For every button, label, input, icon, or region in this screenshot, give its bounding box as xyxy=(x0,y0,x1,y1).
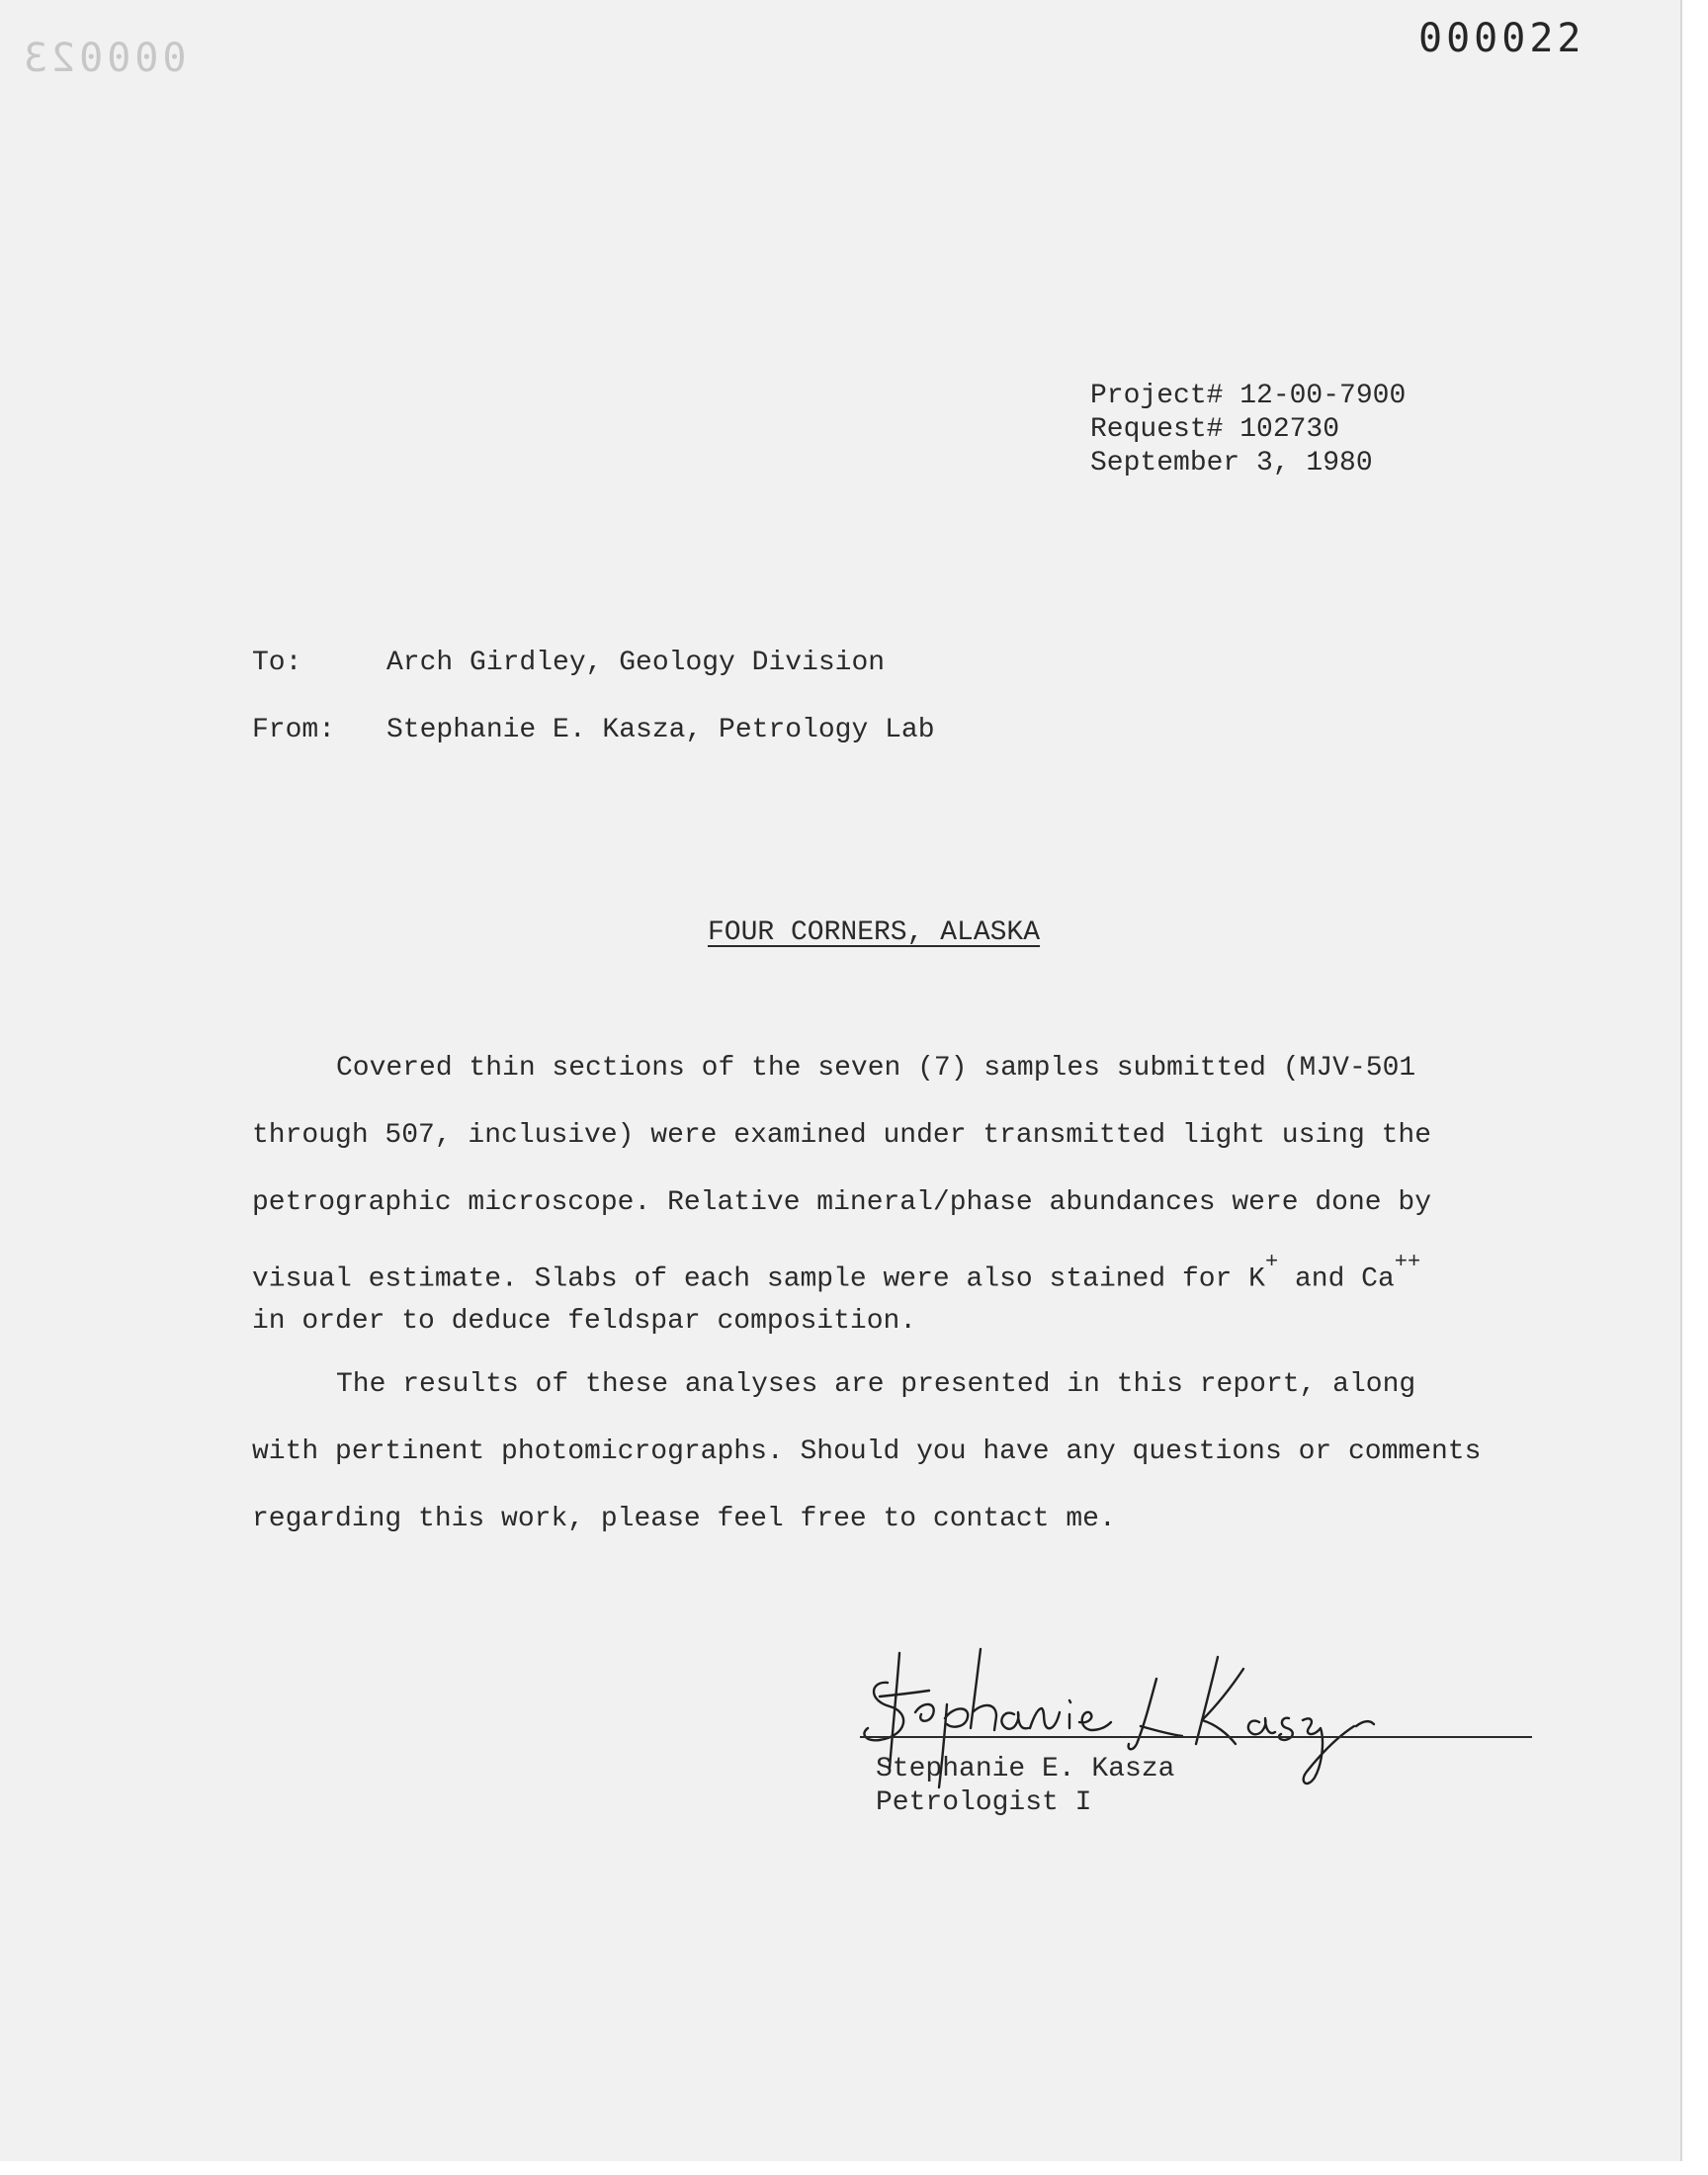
bleed-through-page-number: 000023 xyxy=(20,36,187,81)
to-label: To: xyxy=(252,648,302,678)
from-label: From: xyxy=(252,715,336,745)
body-paragraph-1 xyxy=(252,1049,1537,1369)
body-line: The results of these analyses are presented in this report, along xyxy=(336,1369,1416,1400)
memo-to-row xyxy=(252,648,885,678)
to-recipient: Arch Girdley, Geology Division xyxy=(386,648,886,678)
reference-block xyxy=(1090,380,1406,480)
body-paragraph-2 xyxy=(252,1365,1537,1567)
body-line: petrographic microscope. Relative mineral/phase abundances were done by xyxy=(252,1187,1431,1218)
signer-name: Stephanie E. Kasza xyxy=(876,1754,1175,1784)
body-line: in order to deduce feldspar composition. xyxy=(252,1306,917,1337)
memo-date: September 3, 1980 xyxy=(1090,448,1373,478)
body-line: regarding this work, please feel free to contact me. xyxy=(252,1504,1116,1534)
page-number-stamp: 000022 xyxy=(1418,16,1585,61)
request-number: Request# 102730 xyxy=(1090,414,1340,445)
report-title: FOUR CORNERS, ALASKA xyxy=(707,917,1041,948)
project-number: Project# 12-00-7900 xyxy=(1090,381,1407,411)
body-line: through 507, inclusive) were examined under transmitted light using the xyxy=(252,1120,1431,1151)
potassium-ion-charge: + xyxy=(1264,1250,1279,1274)
body-line-with-ions xyxy=(252,1251,1537,1302)
memo-from-row xyxy=(252,715,935,745)
signature-block xyxy=(876,1753,1174,1820)
body-text: visual estimate. Slabs of each sample were also stained for K xyxy=(252,1263,1265,1295)
body-line: with pertinent photomicrographs. Should you have any questions or comments xyxy=(252,1436,1482,1467)
signature-line xyxy=(860,1736,1532,1738)
from-sender: Stephanie E. Kasza, Petrology Lab xyxy=(386,715,935,745)
body-line: Covered thin sections of the seven (7) samples submitted (MJV-501 xyxy=(336,1053,1416,1084)
body-text: and Ca xyxy=(1278,1263,1395,1295)
calcium-ion-charge: ++ xyxy=(1394,1250,1421,1274)
signer-title: Petrologist I xyxy=(876,1787,1092,1818)
